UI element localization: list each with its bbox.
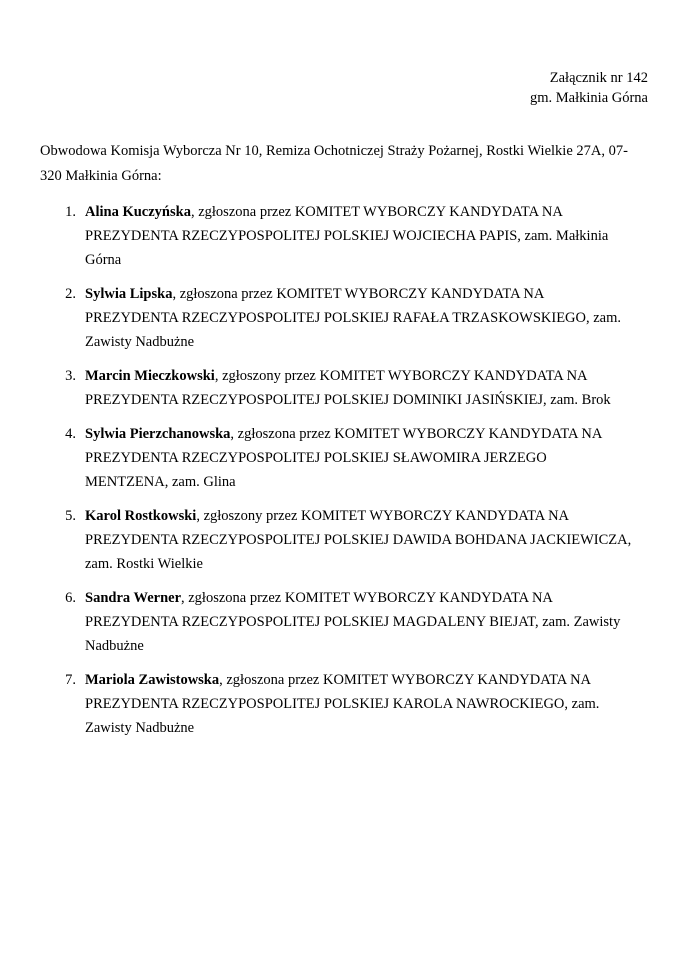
- candidate-list: [0, 200, 679, 750]
- candidate-name: Karol Rostkowski: [85, 508, 197, 524]
- candidate-details: , zgłoszony przez KOMITET WYBORCZY KANDYDATA NA PREZYDENTA RZECZYPOSPOLITEJ POLSKIEJ DOMINIKI JASIŃSKIEJ, zam. Brok: [85, 368, 611, 408]
- candidate-name: Mariola Zawistowska: [85, 672, 220, 688]
- list-item: [0, 364, 679, 412]
- candidate-details: , zgłoszona przez KOMITET WYBORCZY KANDYDATA NA PREZYDENTA RZECZYPOSPOLITEJ POLSKIEJ WOJCIECHA PAPIS, zam. Małkinia Górna: [85, 204, 609, 268]
- list-item-number: 5.: [65, 508, 76, 524]
- candidate-name: Sylwia Pierzchanowska: [85, 426, 231, 442]
- candidate-details: , zgłoszony przez KOMITET WYBORCZY KANDYDATA NA PREZYDENTA RZECZYPOSPOLITEJ POLSKIEJ DAWIDA BOHDANA JACKIEWICZA, zam. Rostki Wielkie: [85, 508, 632, 572]
- list-item: [0, 200, 679, 272]
- candidate-name: Marcin Mieczkowski: [85, 368, 215, 384]
- candidate-details: , zgłoszona przez KOMITET WYBORCZY KANDYDATA NA PREZYDENTA RZECZYPOSPOLITEJ POLSKIEJ RAFAŁA TRZASKOWSKIEGO, zam. Zawisty Nadbużne: [85, 286, 622, 350]
- commission-intro-paragraph: Obwodowa Komisja Wyborcza Nr 10, Remiza Ochotniczej Straży Pożarnej, Rostki Wielkie 27A, 07-320 Małkinia Górna:: [40, 142, 628, 184]
- list-item: [0, 422, 679, 494]
- municipality-label: gm. Małkinia Górna: [530, 90, 648, 106]
- candidate-name: Alina Kuczyńska: [85, 204, 191, 220]
- list-item-number: 7.: [65, 672, 76, 688]
- list-item-number: 1.: [65, 204, 76, 220]
- list-item: [0, 668, 679, 740]
- candidate-details: , zgłoszona przez KOMITET WYBORCZY KANDYDATA NA PREZYDENTA RZECZYPOSPOLITEJ POLSKIEJ KAROLA NAWROCKIEGO, zam. Zawisty Nadbużne: [85, 672, 600, 736]
- attachment-number-label: Załącznik nr 142: [549, 70, 648, 86]
- list-item-number: 4.: [65, 426, 76, 442]
- list-item: [0, 504, 679, 576]
- list-item-number: 3.: [65, 368, 76, 384]
- list-item: [0, 282, 679, 354]
- candidate-name: Sylwia Lipska: [85, 286, 173, 302]
- candidate-details: , zgłoszona przez KOMITET WYBORCZY KANDYDATA NA PREZYDENTA RZECZYPOSPOLITEJ POLSKIEJ MAGDALENY BIEJAT, zam. Zawisty Nadbużne: [85, 590, 621, 654]
- list-item-number: 6.: [65, 590, 76, 606]
- list-item: [0, 586, 679, 658]
- document-header: [0, 68, 648, 108]
- list-item-number: 2.: [65, 286, 76, 302]
- candidate-name: Sandra Werner: [85, 590, 181, 606]
- candidate-details: , zgłoszona przez KOMITET WYBORCZY KANDYDATA NA PREZYDENTA RZECZYPOSPOLITEJ POLSKIEJ SŁAWOMIRA JERZEGO MENTZENA, zam. Glina: [85, 426, 602, 490]
